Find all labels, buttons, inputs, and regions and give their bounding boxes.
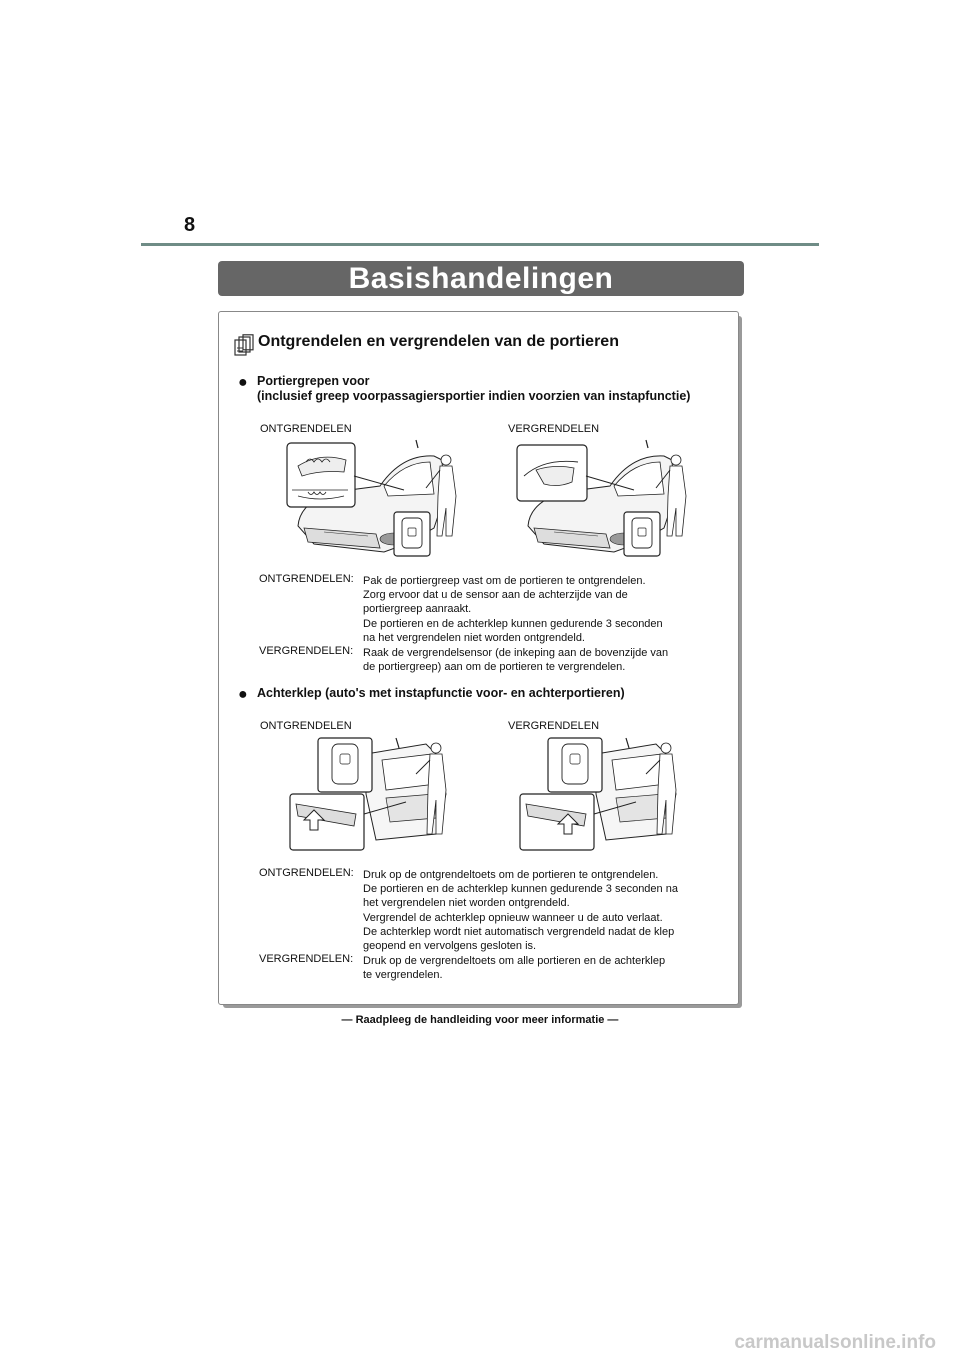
door-unlock-description (363, 574, 693, 645)
door-unlock-term: ONTGRENDELEN: (259, 573, 354, 585)
bullet-icon: ● (238, 374, 248, 391)
text-line: Raak de vergrendelsensor (de inkeping aan de bovenzijde van (363, 647, 669, 659)
back-lock-illustration (516, 734, 696, 852)
top-rule (141, 243, 819, 246)
text-line: portiergreep aanraakt. (363, 603, 472, 616)
back-unlock-label: ONTGRENDELEN (260, 720, 352, 732)
text-line: Zorg ervoor dat u de sensor aan de achterzijde van de (363, 589, 628, 602)
text-line: De portieren en de achterklep kunnen gedurende 3 seconden na (363, 883, 678, 896)
door-unlock-illustration (284, 436, 464, 558)
text-line: Druk op de ontgrendeltoets om de portieren te ontgrendelen. (363, 869, 659, 881)
door-handles-heading (257, 374, 690, 404)
page-title: Basishandelingen (218, 261, 744, 296)
door-unlock-label: ONTGRENDELEN (260, 423, 352, 435)
back-unlock-illustration (286, 734, 466, 852)
text-line: De portieren en de achterklep kunnen gedurende 3 seconden (363, 617, 663, 630)
door-handles-heading-line1: Portiergrepen voor (257, 374, 370, 388)
watermark: carmanualsonline.info (734, 1332, 936, 1353)
back-door-heading: Achterklep (auto's met instapfunctie voor- en achterportieren) (257, 686, 625, 700)
section-title: Ontgrendelen en vergrendelen van de portieren (258, 333, 619, 350)
back-lock-label: VERGRENDELEN (508, 720, 600, 732)
bullet-icon: ● (238, 686, 248, 703)
text-line: Vergrendel de achterklep opnieuw wanneer u de auto verlaat. (363, 911, 663, 924)
back-unlock-description (363, 868, 693, 953)
door-lock-illustration (514, 436, 694, 558)
text-line: Druk op de vergrendeltoets om alle portieren en de achterklep (363, 955, 666, 967)
page-number: 8 (184, 214, 196, 236)
footer-note: — Raadpleeg de handleiding voor meer informatie — (341, 1014, 619, 1026)
back-lock-description (363, 954, 693, 982)
text-line: geopend en vervolgens gesloten is. (363, 940, 537, 953)
back-lock-term: VERGRENDELEN: (259, 953, 354, 965)
text-line: te vergrendelen. (363, 969, 443, 982)
text-line: na het vergrendelen niet worden ontgrendeld. (363, 631, 585, 644)
door-lock-description (363, 646, 693, 674)
text-line: Pak de portiergreep vast om de portieren te ontgrendelen. (363, 575, 646, 587)
door-lock-label: VERGRENDELEN (508, 423, 600, 435)
door-lock-term: VERGRENDELEN: (259, 645, 354, 657)
key-section-icon (234, 334, 254, 356)
text-line: De achterklep wordt niet automatisch vergrendeld nadat de klep (363, 925, 675, 938)
door-handles-heading-line2: (inclusief greep voorpassagiersportier indien voorzien van instapfunctie) (257, 389, 691, 403)
text-line: het vergrendelen niet worden ontgrendeld. (363, 897, 570, 910)
text-line: de portiergreep) aan om de portieren te vergrendelen. (363, 661, 626, 674)
back-unlock-term: ONTGRENDELEN: (259, 867, 354, 879)
